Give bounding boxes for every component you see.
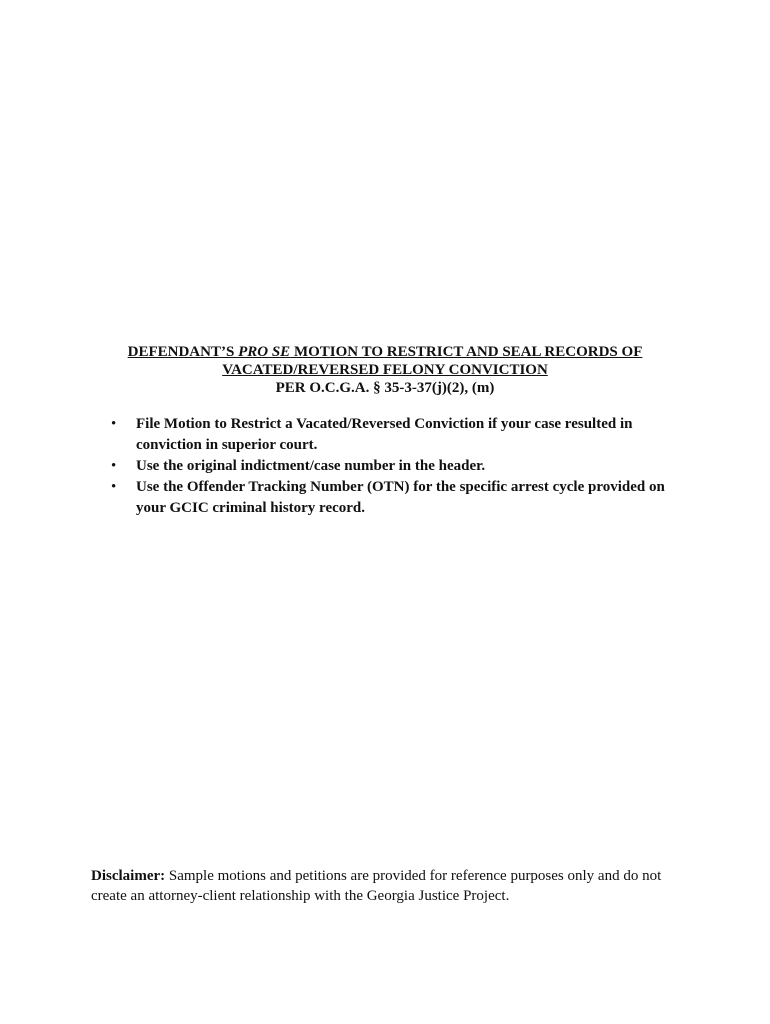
title-line-3: PER O.C.G.A. § 35-3-37(j)(2), (m) [275,380,495,396]
title-line-2: VACATED/REVERSED FELONY CONVICTION [222,362,548,378]
title-line-1-prefix: DEFENDANT’S [127,344,239,360]
title-pro-se: PRO SE [238,344,291,360]
instruction-list [107,414,682,519]
bullet-icon: • [111,458,117,474]
title-line-1-suffix: MOTION TO RESTRICT AND SEAL RECORDS OF [290,344,643,360]
list-item-text: File Motion to Restrict a Vacated/Reversed Conviction if your case resulted in conviction in superior court. [136,416,633,453]
list-item-text: Use the Offender Tracking Number (OTN) for the specific arrest cycle provided on your GCIC criminal history record. [136,479,665,516]
list-item [107,414,682,456]
disclaimer-text: Sample motions and petitions are provided for reference purposes only and do not create an attorney-client relationship with the Georgia Justice Project. [91,868,662,904]
list-item-text: Use the original indictment/case number in the header. [136,458,486,474]
disclaimer [91,866,691,906]
document-title [0,343,770,397]
list-item [107,477,682,519]
bullet-icon: • [111,479,117,495]
disclaimer-label: Disclaimer: [91,868,166,884]
title-line-1 [0,343,770,361]
bullet-icon: • [111,416,117,432]
list-item [107,456,682,477]
